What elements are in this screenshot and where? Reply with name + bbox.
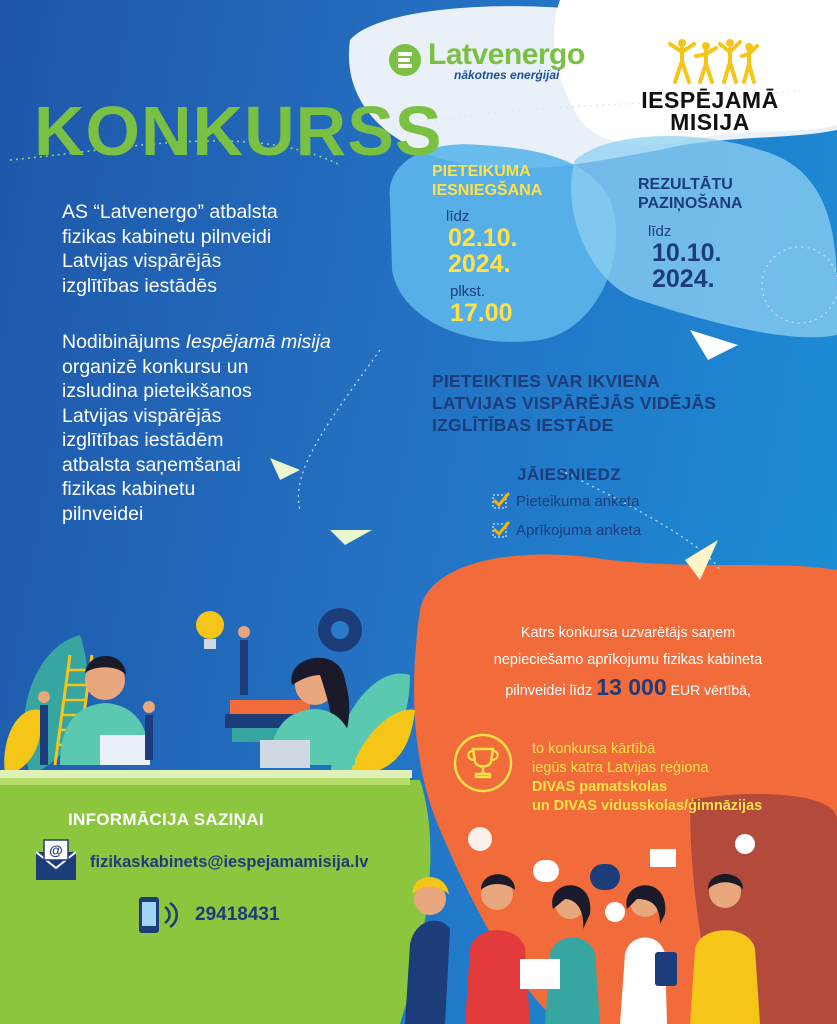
- application-time: 17.00: [450, 299, 513, 327]
- application-until: līdz: [446, 208, 470, 225]
- application-deadline: [432, 162, 542, 326]
- prize-currency: EUR vērtībā,: [670, 682, 751, 698]
- winners-line: [532, 778, 812, 797]
- winners-rest: pamatskolas: [575, 779, 668, 795]
- results-date1: 10.10.: [652, 239, 722, 267]
- prize-line: nepieciešamo aprīkojumu fizikas kabineta: [493, 652, 763, 668]
- intro-line: fizikas kabinetu pilnveidi: [62, 225, 272, 248]
- people-illustration-right: [405, 824, 825, 1024]
- iespejama-misija-logo: [630, 36, 790, 133]
- contact-email[interactable]: fizikaskabinets@iespejamamisija.lv: [90, 853, 369, 871]
- prize-amount: 13 000: [596, 674, 667, 700]
- submit-item: [492, 521, 641, 539]
- mission-line2: MISIJA: [670, 109, 750, 135]
- winners-bold: DIVAS: [553, 798, 597, 814]
- intro-line: izglītības iestādēs: [62, 274, 218, 297]
- contact-heading: INFORMĀCIJA SAZIŅAI: [68, 810, 264, 829]
- organizer-line: atbalsta saņemšanai: [62, 453, 241, 476]
- application-time-label: plkst.: [450, 283, 486, 300]
- eligibility-line: PIETEIKTIES VAR IKVIENA: [432, 371, 660, 391]
- winners-rest: vidusskolas/ģimnāzijas: [597, 798, 763, 814]
- winners-text: [532, 740, 812, 816]
- intro-line: AS “Latvenergo” atbalsta: [62, 201, 278, 223]
- submit-item-label: Aprīkojuma anketa: [516, 521, 642, 539]
- organizer-line: izglītības iestādēm: [62, 429, 224, 451]
- svg-text:@: @: [49, 842, 63, 858]
- organizer-line: fizikas kabinetu: [62, 478, 196, 500]
- latvenergo-name: Latvenergo: [428, 38, 585, 71]
- results-announcement: [638, 175, 743, 292]
- mission-line1: IESPĒJAMĀ: [641, 87, 779, 113]
- phone-icon: [135, 893, 187, 937]
- winners-line: [532, 797, 812, 816]
- results-head2: PAZIŅOŠANA: [638, 195, 743, 212]
- intro-line: Latvijas vispārējās: [62, 250, 222, 272]
- winners-line: iegūs katra Latvijas reģiona: [532, 760, 709, 776]
- organizer-text: [62, 330, 372, 526]
- application-head2: IESNIEGŠANA: [432, 182, 543, 199]
- prize-line: [458, 674, 798, 705]
- organizer-line: Latvijas vispārējās: [62, 404, 222, 427]
- email-envelope-icon: [33, 838, 79, 882]
- application-date1: 02.10.: [448, 224, 518, 252]
- people-figures-icon: [660, 36, 760, 84]
- submit-heading: JĀIESNIEDZ: [517, 465, 622, 484]
- results-head1: REZULTĀTU: [638, 176, 733, 193]
- latvenergo-e-icon: [388, 43, 422, 77]
- prize-text: [458, 620, 798, 705]
- prize-prefix: pilnveidei līdz: [505, 683, 593, 699]
- people-illustration-left: [0, 585, 420, 785]
- organizer-line: [62, 330, 372, 355]
- application-date2: 2024.: [448, 250, 511, 278]
- eligibility-line: IZGLĪTĪBAS IESTĀDE: [432, 415, 614, 435]
- latvenergo-logo: [388, 38, 585, 82]
- submit-item: [492, 492, 639, 510]
- contact-phone[interactable]: 29418431: [195, 904, 280, 925]
- intro-text: [62, 200, 362, 298]
- results-date2: 2024.: [652, 265, 715, 293]
- eligibility-text: [432, 370, 812, 436]
- prize-line: Katrs konkursa uzvarētājs saņem: [520, 625, 736, 641]
- winners-bold: DIVAS: [532, 779, 576, 795]
- page-title: KONKURSS: [34, 92, 443, 170]
- organizer-line: organizē konkursu un: [62, 355, 249, 378]
- application-head1: PIETEIKUMA: [432, 163, 531, 180]
- checkmark-icon: [492, 492, 510, 510]
- results-until: līdz: [648, 223, 672, 240]
- organizer-line: pilnveidei: [62, 502, 144, 525]
- organizer-line: izsludina pieteikšanos: [62, 380, 252, 402]
- winners-prefix: un: [532, 798, 554, 814]
- winners-line: to konkursa kārtībā: [532, 741, 656, 757]
- organizer-prefix: Nodibinājums: [62, 331, 186, 353]
- eligibility-line: LATVIJAS VISPĀRĒJĀS VIDĒJĀS: [432, 393, 717, 413]
- organizer-name: Iespējamā misija: [185, 331, 331, 353]
- checkmark-icon: [492, 521, 510, 539]
- submit-item-label: Pieteikuma anketa: [516, 492, 640, 510]
- trophy-icon: [452, 732, 514, 794]
- latvenergo-tagline: nākotnes enerģijai: [454, 68, 560, 82]
